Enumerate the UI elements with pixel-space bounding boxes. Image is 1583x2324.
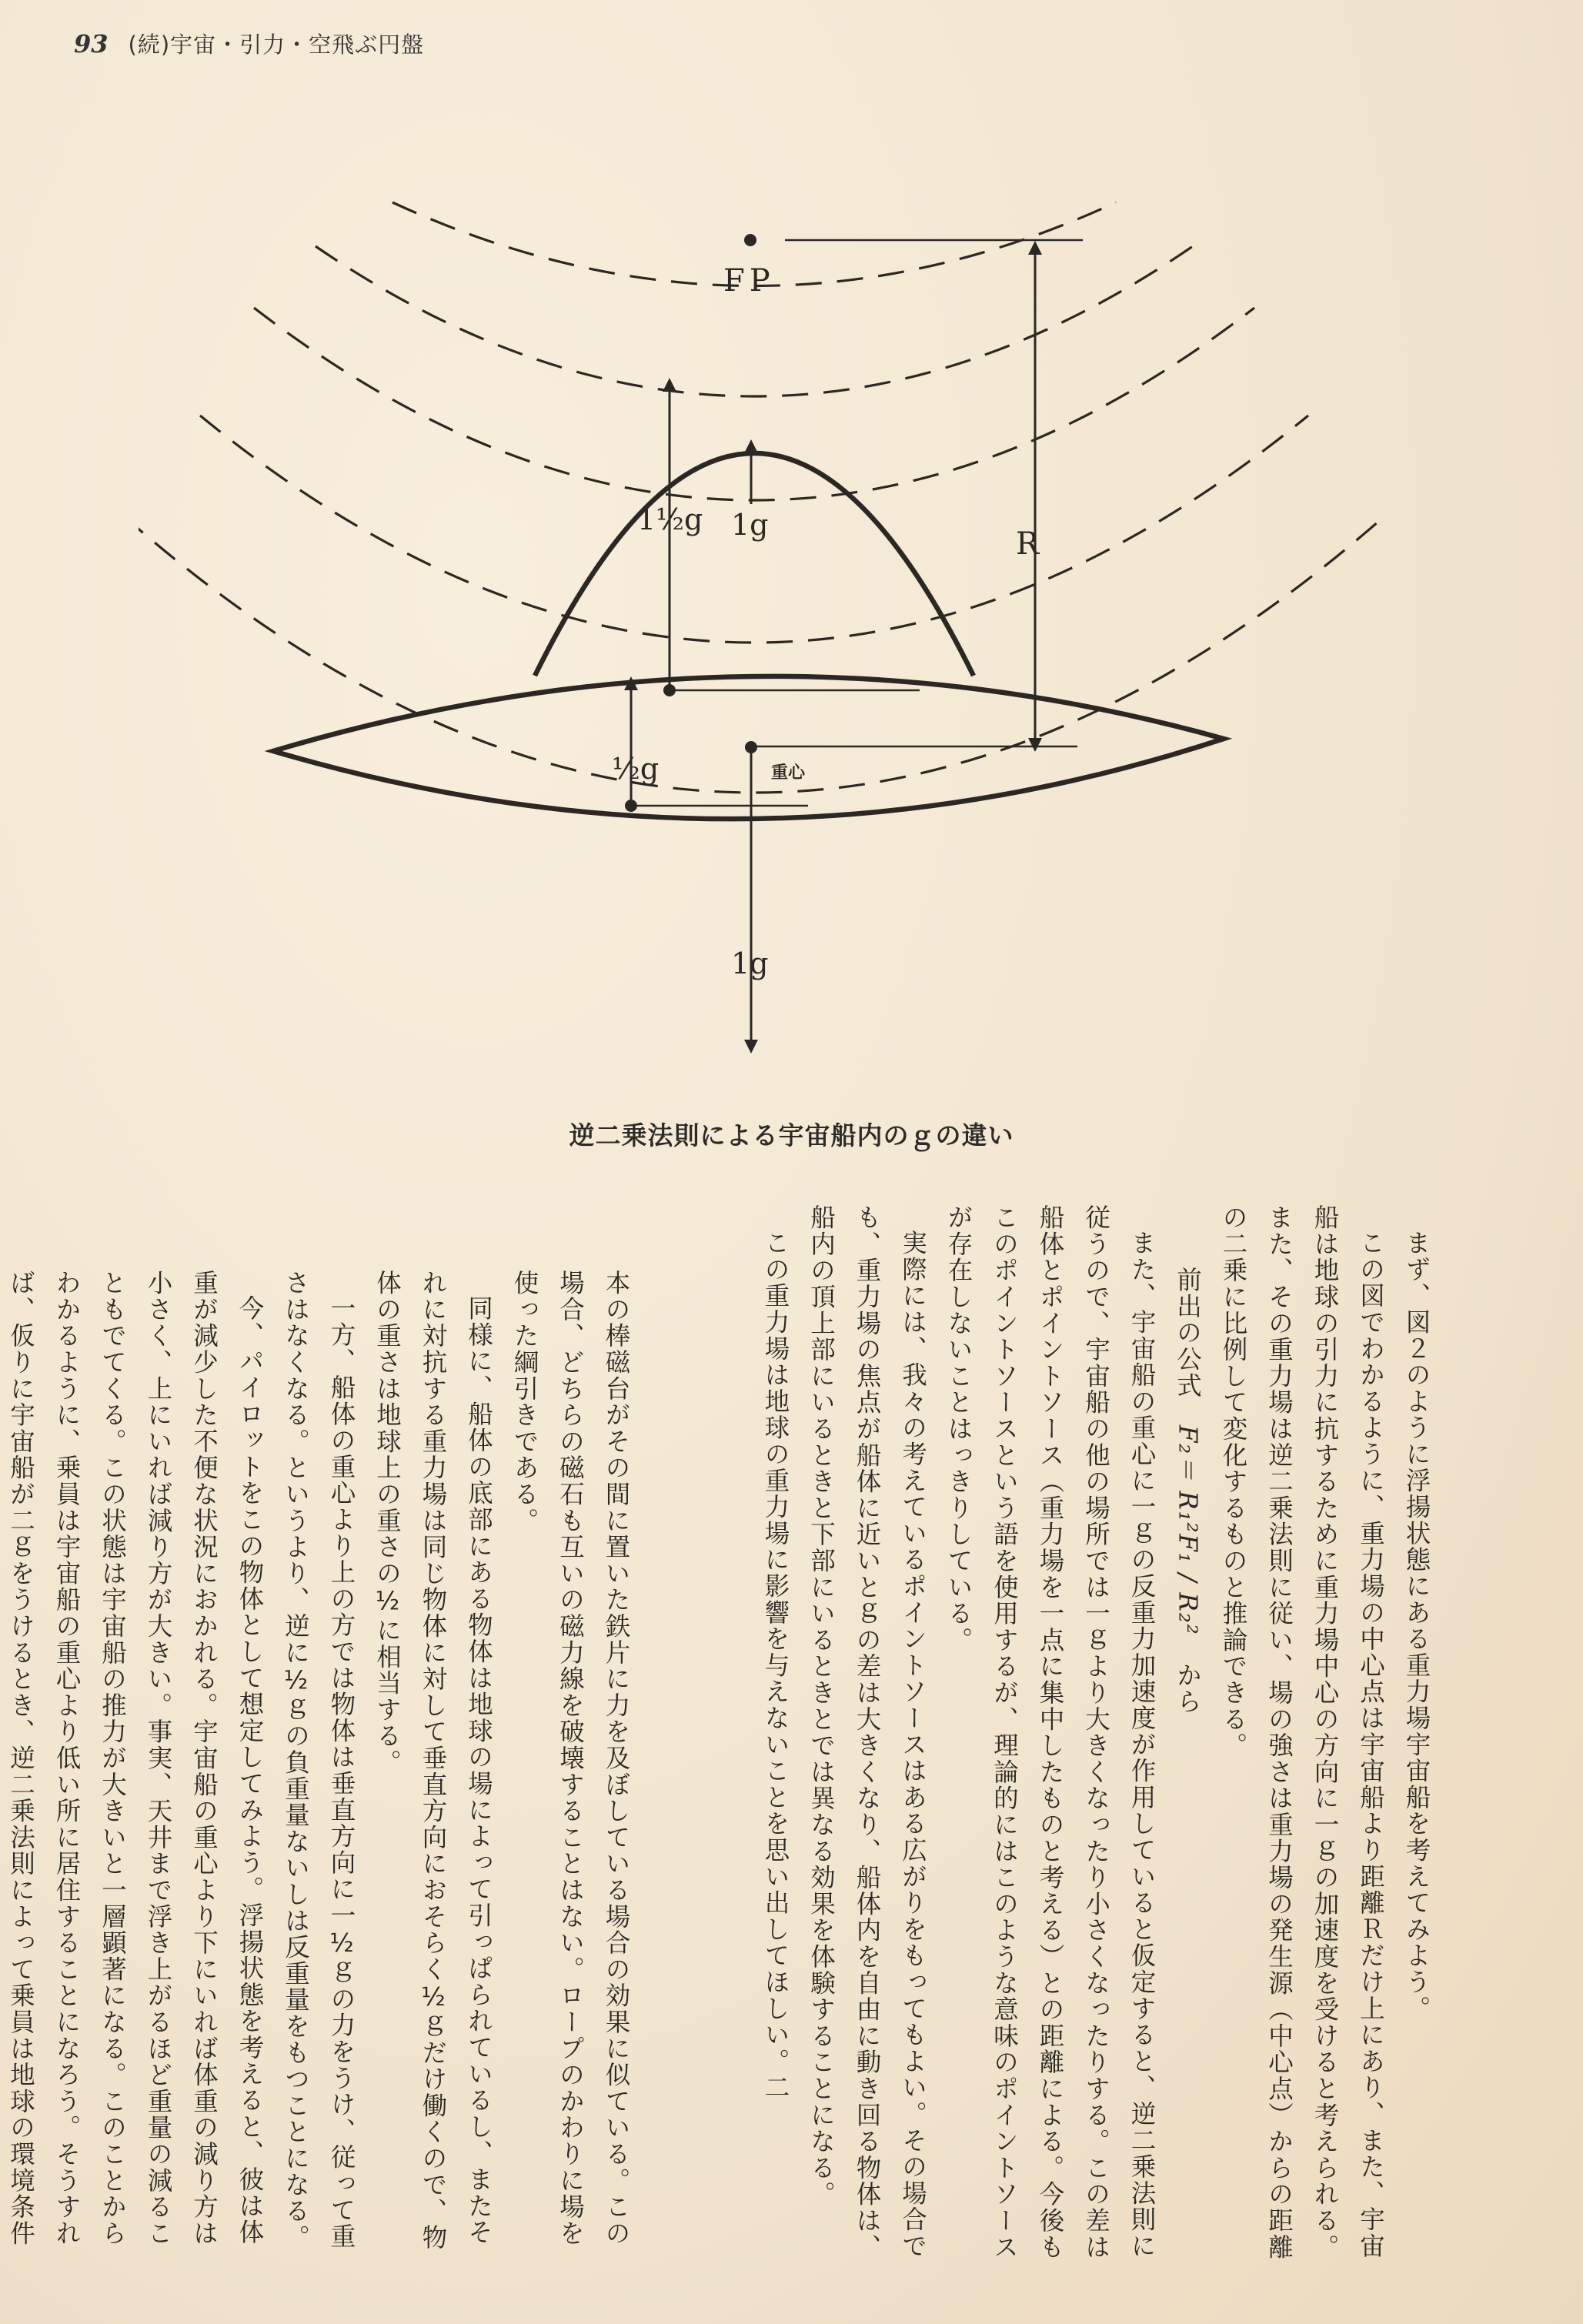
- running-title: (続)宇宙・引力・空飛ぶ円盤: [128, 32, 425, 58]
- paragraph: この重力場は地球の重力場に影響を与えないことを思い出してほしい。二: [761, 1229, 790, 2101]
- saucer-dome: [535, 453, 974, 676]
- lower-object-dot: [625, 800, 637, 812]
- text-column-upper: [639, 1204, 1439, 2266]
- figure-caption: 逆二乗法則による宇宙船内のｇの違い: [569, 1120, 1014, 1150]
- label-center-of-gravity: 重心: [771, 763, 806, 783]
- text-column-lower: [0, 1204, 639, 2266]
- paragraph: 本の棒磁台がその間に置いた鉄片に力を及ぼしている場合の効果に似ている。この場合、どちらの磁石も互いの磁力線を破壊することはない。ロープのかわりに場を使った綱引きである。: [510, 1270, 631, 2247]
- formula-line: [1164, 1204, 1211, 2266]
- label-fp: FP: [723, 263, 775, 299]
- page-header: [74, 28, 424, 66]
- label-half-g: ½g: [612, 752, 660, 786]
- label-bottom-1g: 1g: [731, 947, 769, 980]
- formula-lead: 前出の公式: [1173, 1267, 1203, 1399]
- upper-object-dot: [663, 684, 676, 696]
- focal-point-dot: [744, 234, 756, 246]
- field-arc: [139, 516, 1385, 793]
- gravity-field-diagram: [139, 200, 1385, 1085]
- paragraph: また、宇宙船の重心に一ｇの反重力加速度が作用していると仮定すると、逆二乗法則に従うので、宇宙船の他の場所では一ｇより大きくなったり小さくなったりする。この差は船体とポイントソース（重力場を一点に集中したものと考える）との距離による。今後もこのポイントソースという語を使用するが、理論的にはこのような意味のポイントソースが存在しないことはっきりしている。: [944, 1204, 1157, 2260]
- formula: F₂＝ R₁²F₁ / R₂²: [1173, 1425, 1203, 1636]
- paragraph: 実際には、我々の考えているポイントソースはある広がりをもってもよい。その場合でも、重力場の焦点が船体に近いとｇの差は大きくなり、船体内を自由に動き回る物体は、船内の頂上部にいるときと下部にいるときとでは異なる効果を体験することになる。: [807, 1204, 928, 2260]
- field-arc: [254, 308, 1254, 500]
- paragraph: まず、図２のように浮揚状態にある重力場宇宙船を考えてみよう。: [1402, 1229, 1431, 2022]
- label-r: R: [1016, 526, 1040, 562]
- article-body: [6, 1204, 1439, 2266]
- center-of-gravity-dot: [745, 741, 757, 753]
- paragraph: 一方、船体の重心より上の方では物体は垂直方向に一½ｇの力をうけ、従って重さはなくなる。というより、逆に½ｇの負重量ないしは反重量をもつことになる。: [281, 1270, 356, 2251]
- label-one-half-g: 1½g: [637, 503, 703, 536]
- formula-tail: から: [1173, 1662, 1203, 1715]
- paragraph: 同様に、船体の底部にある物体は地球の場によって引っぱられているし、またそれに対抗する重力場は同じ物体に対して垂直方向におそらく½ｇだけ働くので、物体の重さは地球上の重さの½に相当する。: [372, 1270, 494, 2251]
- paragraph: この図でわかるように、重力場の中心点は宇宙船より距離Ｒだけ上にあり、また、宇宙船は地球の引力に抗するために重力場中心の方向に一ｇの加速度を受けると考えられる。また、その重力場は逆二乗法則に従い、場の強さは重力場の発生源（中心点）からの距離の二乗に比例して変化するものと推論できる。: [1219, 1204, 1386, 2260]
- page-number: 93: [74, 29, 109, 58]
- label-top-1g: 1g: [731, 508, 769, 542]
- paragraph: 今、パイロットをこの物体として想定してみよう。浮揚状態を考えると、彼は体重が減少した不便な状況におかれる。宇宙船の重心より下にいれば体重の減り方は小さく、上にいれば減り方が大きい。事実、天井まで浮き上がるほど重量の減ることもでてくる。この状態は宇宙船の推力が大きいと一層顕著になる。このことからわかるように、乗員は宇宙船の重心より低い所に居住することになろう。そうすれば、仮りに宇宙船が二ｇをうけるとき、逆二乗法則によって乗員は地球の環境条件: [6, 1270, 265, 2247]
